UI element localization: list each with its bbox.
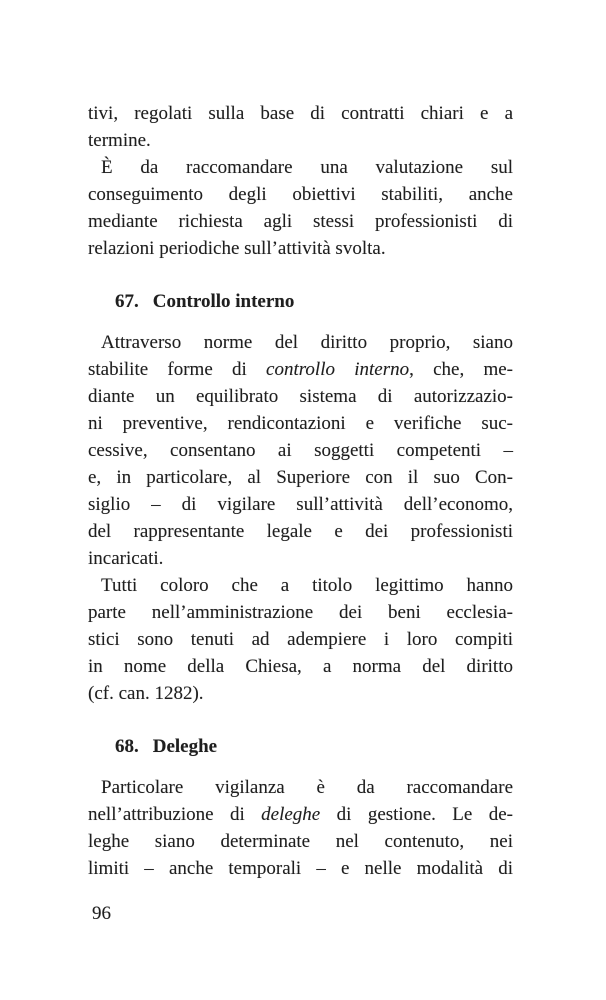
- text-line: È da raccomandare una valutazione sul: [101, 157, 513, 178]
- text-line: stici sono tenuti ad adempiere i loro compiti: [88, 629, 513, 650]
- text-line: leghe siano determinate nel contenuto, nei: [88, 831, 513, 852]
- text-line: conseguimento degli obiettivi stabiliti, anche: [88, 184, 513, 205]
- heading-title: Deleghe: [152, 736, 218, 757]
- text-line: Attraverso norme del diritto proprio, siano: [101, 332, 513, 353]
- text-line: ni preventive, rendicontazioni e verifiche suc-: [88, 413, 513, 434]
- text-line: del rappresentante legale e dei professionisti: [88, 521, 513, 542]
- section-heading: [88, 288, 513, 315]
- page-number: 96: [92, 903, 111, 924]
- text-line: e, in particolare, al Superiore con il suo Con-: [88, 467, 513, 488]
- text-line: termine.: [88, 130, 151, 151]
- text-line: Tutti coloro che a titolo legittimo hanno: [101, 575, 513, 596]
- paragraph: [88, 774, 513, 882]
- heading-number: 67.: [115, 291, 139, 312]
- text-line: diante un equilibrato sistema di autorizzazio-: [88, 386, 513, 407]
- paragraph: [88, 100, 513, 154]
- page-text: [88, 100, 513, 882]
- text-line: cessive, consentano ai soggetti competenti –: [88, 440, 513, 461]
- section-heading: [88, 733, 513, 760]
- text-line: tivi, regolati sulla base di contratti chiari e a: [88, 103, 513, 124]
- text-line: in nome della Chiesa, a norma del diritto: [88, 656, 513, 677]
- heading-number: 68.: [115, 736, 139, 757]
- text-line: limiti – anche temporali – e nelle modalità di: [88, 858, 513, 879]
- text-line: (cf. can. 1282).: [88, 683, 204, 704]
- text-line: relazioni periodiche sull’attività svolta.: [88, 238, 386, 259]
- heading-title: Controllo interno: [152, 291, 295, 312]
- text-line: siglio – di vigilare sull’attività dell’economo,: [88, 494, 513, 515]
- text-line: parte nell’amministrazione dei beni ecclesia-: [88, 602, 513, 623]
- text-line: Particolare vigilanza è da raccomandare: [101, 777, 513, 798]
- text-line: stabilite forme di controllo interno, che, me-: [88, 359, 514, 380]
- text-line: nell’attribuzione di deleghe di gestione. Le de-: [88, 804, 513, 825]
- paragraph: [88, 154, 513, 262]
- text-line: mediante richiesta agli stessi professionisti di: [88, 211, 513, 232]
- paragraph: [88, 329, 513, 572]
- text-line: incaricati.: [88, 548, 164, 569]
- paragraph: [88, 572, 513, 707]
